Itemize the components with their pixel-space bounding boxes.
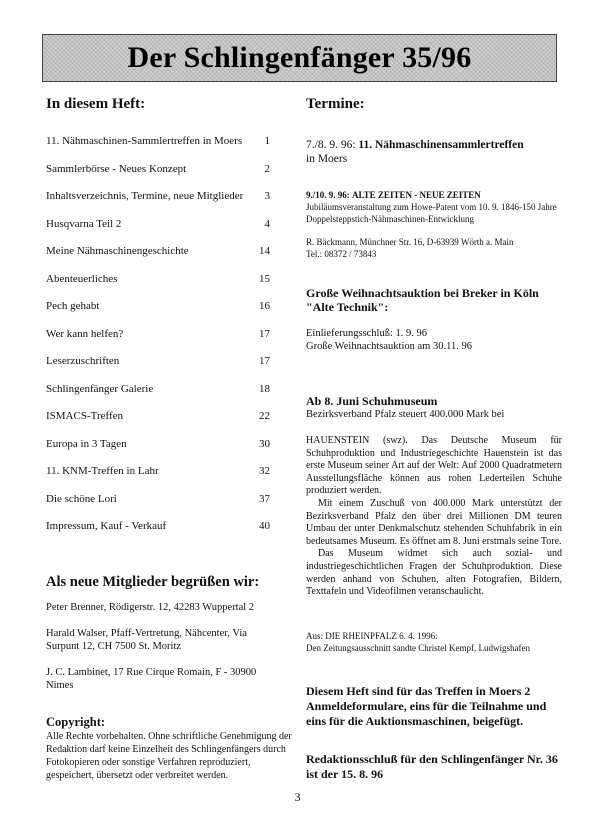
event-title: ALTE ZEITEN - NEUE ZEITEN bbox=[352, 190, 481, 200]
schuh-heading: Ab 8. Juni Schuhmuseum bbox=[306, 394, 438, 408]
toc-item-page: 1 bbox=[264, 135, 270, 147]
event-description: Jubiläumsveranstaltung zum Howe-Patent vom 10. 9. 1846-150 Jahre Doppelsteppstich-Nähmaschinen-Entwicklung bbox=[306, 202, 557, 224]
toc-item-page: 30 bbox=[259, 437, 270, 450]
toc-item-page: 17 bbox=[259, 327, 270, 340]
source-line: Den Zeitungsausschnitt sandte Christel Kempf, Ludwigshafen bbox=[306, 643, 530, 653]
title-banner bbox=[42, 34, 557, 82]
toc-item bbox=[46, 465, 270, 493]
toc-item-label: Meine Nähmaschinengeschichte bbox=[46, 245, 189, 257]
breker-details bbox=[306, 327, 562, 353]
page-number: 3 bbox=[294, 790, 301, 804]
toc-item bbox=[46, 410, 270, 438]
toc-item bbox=[46, 218, 270, 246]
toc-item bbox=[46, 300, 270, 328]
toc-item bbox=[46, 493, 270, 521]
article-paragraph: Mit einem Zuschuß von 400.000 Mark unterstützt der Bezirksverband Pfalz den über drei Millionen DM teuren Umbau der unter Denkmalschutz stehenden Schuhfabrik in ein bedeutsames Museum. Es öffnet am 8. Juni erstmals seine Tore. bbox=[306, 497, 562, 547]
toc-item-page: 40 bbox=[259, 520, 270, 532]
member-entry: J. C. Lambinet, 17 Rue Cirque Romain, F - 30900 Nimes bbox=[46, 666, 257, 691]
page-title: Der Schlingenfänger 35/96 bbox=[127, 41, 472, 74]
event-title: 11. Nähmaschinensammlertreffen bbox=[358, 139, 524, 151]
heft-note: Diesem Heft sind für das Treffen in Moers 2 Anmeldeformulare, eins für die Teilnahme und eins für die Auktionsmaschinen, beigefügt. bbox=[306, 684, 547, 728]
article-source bbox=[306, 630, 562, 654]
members-heading: Als neue Mitglieder begrüßen wir: bbox=[46, 574, 260, 590]
toc-item bbox=[46, 355, 270, 383]
toc-item-label: Pech gehabt bbox=[46, 300, 100, 312]
copyright-text: Alle Rechte vorbehalten. Ohne schriftliche Genehmigung der Redaktion darf keine Einzelheit des Schlingenfängers durch Fotokopieren oder sonstige Verfahren reproduziert, gespeichert, übersetzt oder verbreitet werden. bbox=[46, 731, 292, 781]
toc-item-label: Wer kann helfen? bbox=[46, 327, 124, 340]
toc-item-label: Sammlerbörse - Neues Konzept bbox=[46, 162, 187, 175]
toc-item-label: Impressum, Kauf - Verkauf bbox=[46, 520, 167, 532]
toc-item-label: Abenteuerliches bbox=[46, 272, 118, 285]
toc-item-page: 2 bbox=[264, 162, 270, 175]
contact-address: R. Bäckmann, Münchner Str. 16, D-63939 Wörth a. Main bbox=[306, 237, 514, 247]
redaktion-note: Redaktionsschluß für den Schlingenfänger Nr. 36 ist der 15. 8. 96 bbox=[306, 752, 558, 781]
schuh-subheading: Bezirksverband Pfalz steuert 400.000 Mark bei bbox=[306, 409, 505, 420]
toc-item-page: 22 bbox=[259, 410, 270, 422]
toc-item bbox=[46, 163, 270, 191]
toc-item-page: 4 bbox=[264, 217, 270, 230]
event-moers bbox=[306, 138, 562, 166]
toc-item-page: 15 bbox=[259, 272, 270, 285]
breker-heading: Große Weihnachtsauktion bei Breker in Köln "Alte Technik": bbox=[306, 286, 539, 314]
event-date: 9./10. 9. 96: bbox=[306, 190, 350, 200]
member-entry: Peter Brenner, Rödigerstr. 12, 42283 Wuppertal 2 bbox=[46, 602, 255, 613]
toc-item bbox=[46, 190, 270, 218]
member-entry: Harald Walser, Pfaff-Vertretung, Nähcenter, Via Surpunt 12, CH 7500 St. Moritz bbox=[46, 627, 247, 652]
breker-line: Große Weihnachtsauktion am 30.11. 96 bbox=[306, 341, 472, 352]
contact-phone: Tel.: 08372 / 73843 bbox=[306, 249, 377, 259]
toc-item-label: Leserzuschriften bbox=[46, 355, 120, 367]
toc-item-label: ISMACS-Treffen bbox=[46, 410, 124, 422]
toc-item-label: Europa in 3 Tagen bbox=[46, 437, 127, 450]
toc-item-page: 3 bbox=[264, 190, 270, 202]
toc-item-page: 14 bbox=[259, 245, 270, 257]
event-place: in Moers bbox=[306, 153, 348, 165]
toc-item bbox=[46, 383, 270, 411]
termine-heading: Termine: bbox=[306, 96, 365, 112]
toc-item-label: Inhaltsverzeichnis, Termine, neue Mitglieder bbox=[46, 190, 244, 202]
members-list bbox=[46, 601, 276, 705]
toc-item-page: 17 bbox=[259, 355, 270, 367]
toc-item-page: 16 bbox=[259, 300, 270, 312]
toc-item-page: 32 bbox=[259, 465, 270, 477]
toc-item-page: 18 bbox=[259, 382, 270, 395]
source-line: Aus: DIE RHEINPFALZ 6. 4. 1996: bbox=[306, 631, 438, 641]
toc-item bbox=[46, 135, 270, 163]
toc-section bbox=[46, 96, 270, 548]
toc-item bbox=[46, 438, 270, 466]
toc-item-page: 37 bbox=[259, 492, 270, 505]
article-paragraph: HAUENSTEIN (swz). Das Deutsche Museum für Schuhproduktion und Industriegeschichte Hauenstein ist das erste Museum seiner Art auf der Welt: Auf 2000 Quadratmetern Ausstellungsfläche können aus rohen Lederteilen Schuhe produziert werden. bbox=[306, 435, 562, 497]
schuh-article bbox=[306, 435, 562, 599]
article-paragraph: Das Museum widmet sich auch sozial- und industriegeschichtlichen Fragen der Schuhproduktion. Diese werden anhand von Schuhen, alten Fotografien, Bildern, Texttafeln und Videofilmen veranschaulicht. bbox=[306, 548, 562, 598]
toc-item bbox=[46, 328, 270, 356]
event-date: 7./8. 9. 96: bbox=[306, 139, 356, 151]
toc-item bbox=[46, 520, 270, 548]
toc-item bbox=[46, 273, 270, 301]
toc-item-label: Schlingenfänger Galerie bbox=[46, 382, 154, 395]
toc-item bbox=[46, 245, 270, 273]
copyright-heading: Copyright: bbox=[46, 715, 106, 729]
toc-item-label: 11. KNM-Treffen in Lahr bbox=[46, 465, 159, 477]
toc-item-label: 11. Nähmaschinen-Sammlertreffen in Moers bbox=[46, 135, 243, 147]
toc-item-label: Husqvarna Teil 2 bbox=[46, 217, 122, 230]
toc-heading: In diesem Heft: bbox=[46, 96, 146, 112]
toc-item-label: Die schöne Lori bbox=[46, 492, 117, 505]
toc-list bbox=[46, 135, 270, 548]
breker-line: Einlieferungsschluß: 1. 9. 96 bbox=[306, 328, 428, 339]
event-contact bbox=[306, 236, 562, 260]
event-alte-zeiten bbox=[306, 189, 562, 225]
